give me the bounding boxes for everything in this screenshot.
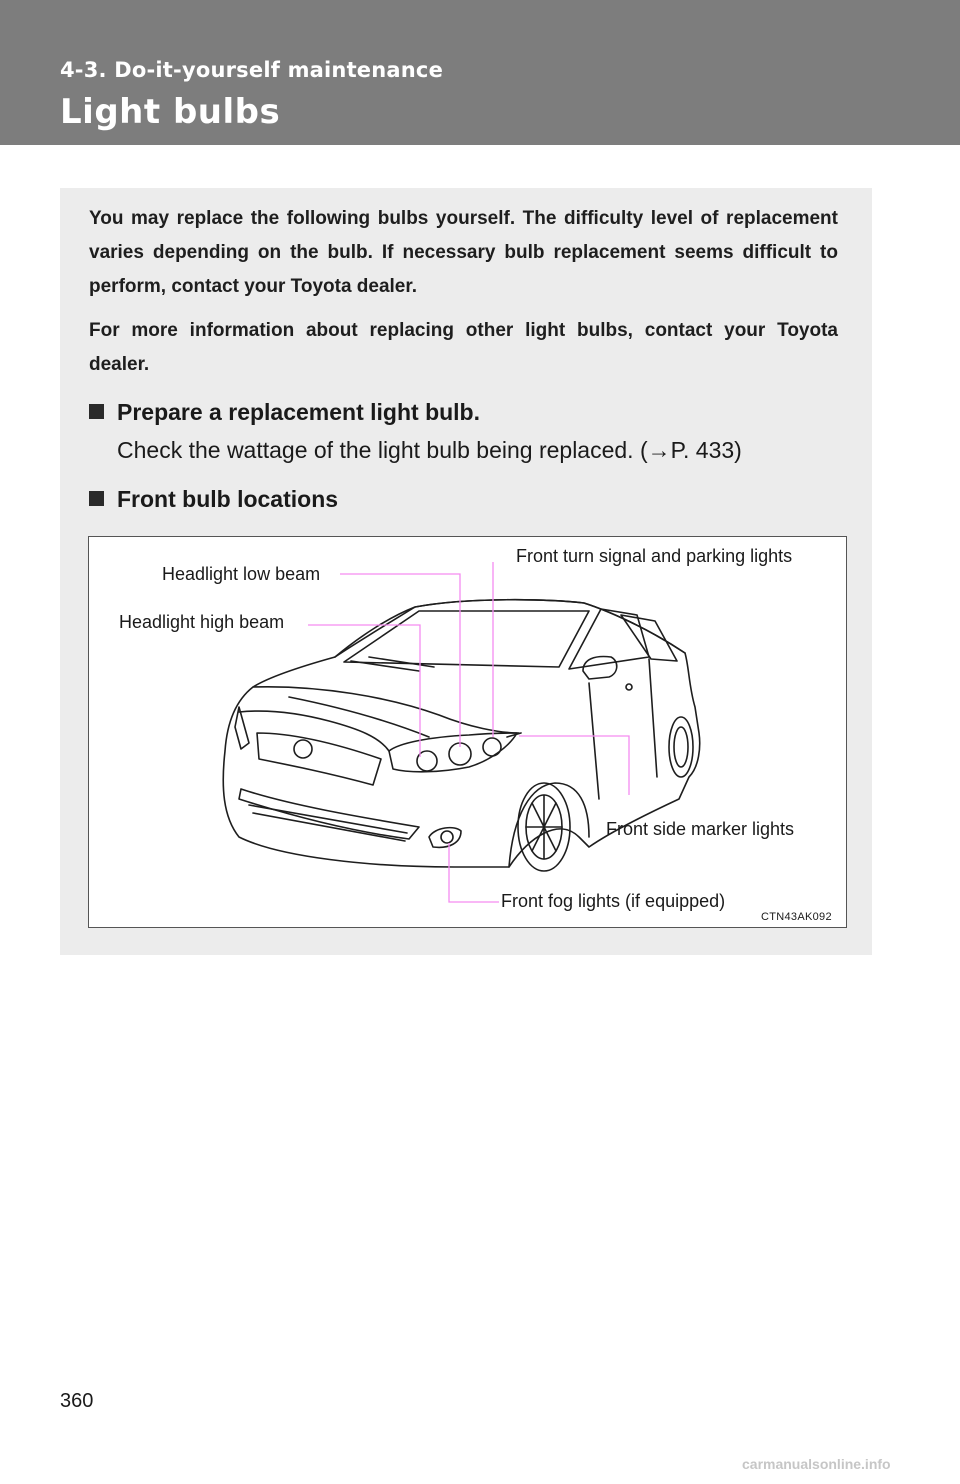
square-bullet-icon [89, 404, 104, 419]
intro-paragraph: For more information about replacing other light bulbs, contact your Toyota dealer. [89, 320, 838, 375]
bulb-location-figure [88, 536, 847, 928]
callout-turn-signal: Front turn signal and parking lights [516, 546, 793, 566]
intro-paragraph: You may replace the following bulbs yourself. The difficulty level of replacement varies depending on the bulb. If necessary bulb replacement seems difficult to perform, contact your Toyota dealer. [89, 208, 838, 297]
page-title: Light bulbs [60, 92, 281, 132]
section-body: Check the wattage of the light bulb being replaced. (→P. 433) [117, 437, 742, 463]
square-bullet-icon [89, 491, 104, 506]
section-label: 4-3. Do-it-yourself maintenance [60, 58, 444, 82]
watermark: carmanualsonline.info [742, 1456, 891, 1472]
callout-low-beam: Headlight low beam [162, 564, 321, 584]
section-heading-text: Front bulb locations [117, 486, 339, 512]
figure-code: CTN43AK092 [761, 911, 832, 923]
page-number: 360 [60, 1390, 94, 1412]
callout-high-beam: Headlight high beam [119, 612, 285, 632]
callout-side-marker: Front side marker lights [606, 819, 795, 839]
chapter-header [0, 0, 960, 145]
section-heading [89, 399, 480, 426]
section-heading-text: Prepare a replacement light bulb. [117, 399, 480, 425]
car-illustration [89, 537, 846, 927]
callout-fog-lights: Front fog lights (if equipped) [501, 891, 726, 911]
section-heading [89, 486, 338, 513]
